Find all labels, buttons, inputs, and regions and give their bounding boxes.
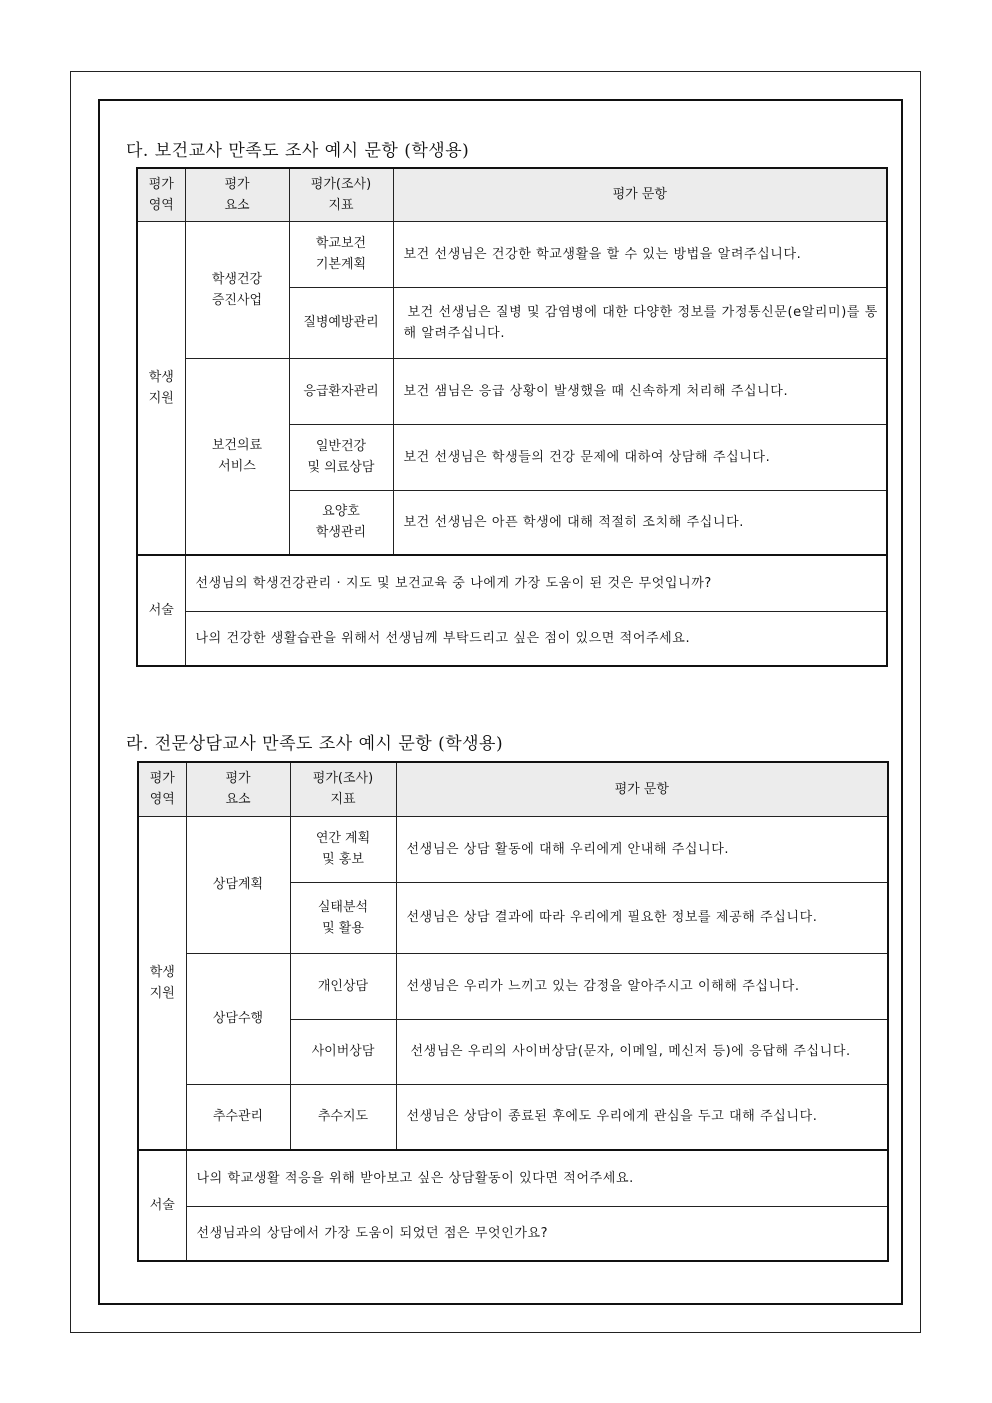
element-cell: 상담수행 (186, 953, 290, 1084)
section-title-counselor: 라. 전문상담교사 만족도 조사 예시 문항 (학생용) (126, 734, 504, 754)
table-row (138, 1084, 888, 1150)
essay-row (137, 555, 887, 611)
question-cell: 보건 선생님은 건강한 학교생활을 할 수 있는 방법을 알려주십니다. (393, 221, 887, 287)
question-cell: 선생님은 상담 활동에 대해 우리에게 안내해 주십니다. (396, 816, 888, 882)
question-cell: 선생님은 우리가 느끼고 있는 감정을 알아주시고 이해해 주십니다. (396, 953, 888, 1019)
header-element: 평가 요소 (186, 762, 290, 816)
question-cell: 선생님은 우리의 사이버상담(문자, 이메일, 메신저 등)에 응답해 주십니다. (396, 1019, 888, 1084)
header-question: 평가 문항 (396, 762, 888, 816)
essay-question: 나의 건강한 생활습관을 위해서 선생님께 부탁드리고 싶은 점이 있으면 적어주세요. (185, 611, 887, 666)
question-cell: 보건 선생님은 질병 및 감염병에 대한 다양한 정보를 가정통신문(e알리미)를 통해 알려주십니다. (393, 287, 887, 358)
indicator-cell: 요양호 학생관리 (289, 490, 393, 555)
indicator-cell: 일반건강 및 의료상담 (289, 424, 393, 490)
question-cell: 선생님은 상담이 종료된 후에도 우리에게 관심을 두고 대해 주십니다. (396, 1084, 888, 1150)
question-cell: 보건 선생님은 아픈 학생에 대해 적절히 조치해 주십니다. (393, 490, 887, 555)
essay-row (138, 1206, 888, 1261)
indicator-cell: 사이버상담 (290, 1019, 396, 1084)
essay-label: 서술 (137, 555, 185, 666)
indicator-cell: 질병예방관리 (289, 287, 393, 358)
indicator-cell: 학교보건 기본계획 (289, 221, 393, 287)
area-cell: 학생 지원 (138, 816, 186, 1150)
essay-question: 선생님과의 상담에서 가장 도움이 되었던 점은 무엇인가요? (186, 1206, 888, 1261)
section-title-health-teacher: 다. 보건교사 만족도 조사 예시 문항 (학생용) (126, 141, 470, 161)
question-cell: 보건 샘님은 응급 상황이 발생했을 때 신속하게 처리해 주십니다. (393, 358, 887, 424)
header-indicator: 평가(조사) 지표 (289, 168, 393, 221)
question-cell: 보건 선생님은 학생들의 건강 문제에 대하여 상담해 주십니다. (393, 424, 887, 490)
header-element: 평가 요소 (185, 168, 289, 221)
essay-question: 나의 학교생활 적응을 위해 받아보고 싶은 상담활동이 있다면 적어주세요. (186, 1150, 888, 1206)
essay-label: 서술 (138, 1150, 186, 1261)
element-cell: 보건의료 서비스 (185, 358, 289, 555)
indicator-cell: 개인상담 (290, 953, 396, 1019)
table-row (137, 221, 887, 287)
element-cell: 추수관리 (186, 1084, 290, 1150)
counselor-survey-table (137, 761, 889, 1262)
element-cell: 상담계획 (186, 816, 290, 953)
indicator-cell: 실태분석 및 활용 (290, 882, 396, 953)
question-cell: 선생님은 상담 결과에 따라 우리에게 필요한 정보를 제공해 주십니다. (396, 882, 888, 953)
essay-question: 선생님의 학생건강관리 · 지도 및 보건교육 중 나에게 가장 도움이 된 것은 무엇입니까? (185, 555, 887, 611)
table-row (138, 953, 888, 1019)
area-cell: 학생 지원 (137, 221, 185, 555)
indicator-cell: 연간 계획 및 홍보 (290, 816, 396, 882)
table-row (138, 816, 888, 882)
table-row (137, 358, 887, 424)
header-question: 평가 문항 (393, 168, 887, 221)
indicator-cell: 응급환자관리 (289, 358, 393, 424)
header-indicator: 평가(조사) 지표 (290, 762, 396, 816)
header-area: 평가 영역 (137, 168, 185, 221)
essay-row (137, 611, 887, 666)
essay-row (138, 1150, 888, 1206)
header-area: 평가 영역 (138, 762, 186, 816)
element-cell: 학생건강 증진사업 (185, 221, 289, 358)
health-teacher-survey-table (136, 167, 888, 667)
indicator-cell: 추수지도 (290, 1084, 396, 1150)
